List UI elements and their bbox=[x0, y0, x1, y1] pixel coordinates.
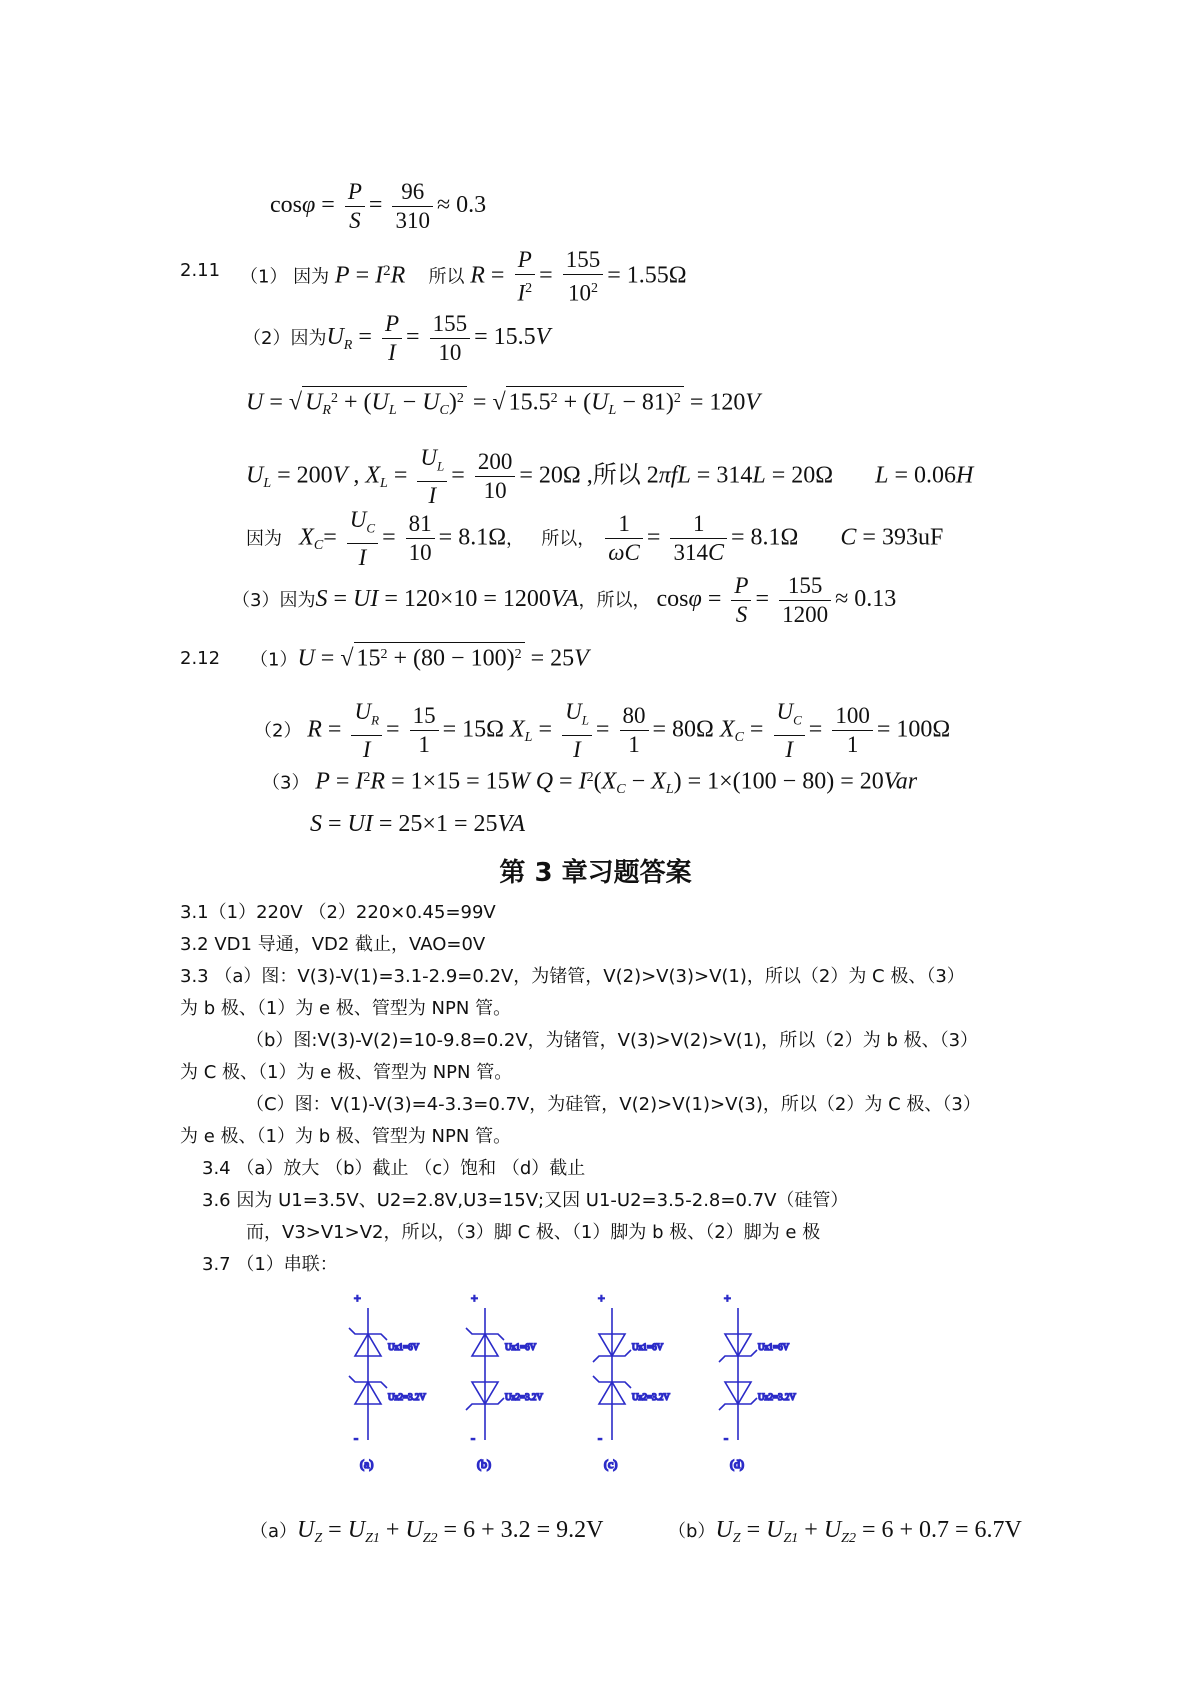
answer-3-1: 3.1（1）220V （2）220×0.45=99V bbox=[180, 902, 496, 923]
chapter-title: 第 3 章习题答案 bbox=[499, 858, 692, 888]
answer-3-6-cont: 而，V3>V1>V2，所以，（3）脚 C 极、（1）脚为 b 极、（2）脚为 e 极 bbox=[246, 1222, 821, 1243]
formula-2-11-6: （3）因为S = UI = 120×10 = 1200VA，所以， cosφ = $\frac{P}{S}$ = $\frac{155}{1200}$ ≈ 0.13 bbox=[232, 573, 897, 627]
minus-terminal: - bbox=[724, 1431, 728, 1445]
answer-3-3c-cont: 为 e 极、（1）为 b 极、管型为 NPN 管。 bbox=[180, 1126, 512, 1147]
problem-2-12-label: 2.12 bbox=[180, 648, 221, 669]
formula-2-11-1: （1） 因为 $P = I^2R$ 所以 R = $\frac{P}{I^2}$ = $\frac{155}{10^2}$ = 1.55Ω bbox=[240, 247, 687, 306]
formula-2-12-2: （2） R = $\frac{U_R}{I}$ = $\frac{15}{1}$ = 15Ω $X_L$ = $\frac{U_L}{I}$ = $\frac{80}{1}$ = 80Ω $X_C$ = $\frac{U_C}{I}$ = $\frac{100}{1}$ = 100Ω bbox=[254, 699, 951, 762]
result-b: $(b)U_Z = U_{Z1} + U_{Z2} = 6 + 0.7 = 6.7V$ bbox=[668, 1517, 1022, 1546]
answer-3-3b: （b）图:V(3)-V(2)=10-9.8=0.2V，为锗管，V(3)>V(2)>V(1)，所以（2）为 b 极、（3） bbox=[246, 1030, 979, 1051]
plus-terminal: + bbox=[598, 1291, 605, 1305]
minus-terminal: - bbox=[471, 1431, 475, 1445]
uz2-label: Uz2=3.2V bbox=[505, 1392, 543, 1402]
uz2-label: Uz2=3.2V bbox=[758, 1392, 796, 1402]
circuit-label: (b) bbox=[477, 1457, 491, 1471]
formula-2-12-4: S = UI = 25×1 = 25VA bbox=[310, 811, 526, 837]
formula-2-11-4: $U_L = 200V$ , $X_L$ = $\frac{U_L}{I}$ = $\frac{200}{10}$ = 20Ω ,所以 2πfL = 314L = 20Ω L = 0.06H bbox=[246, 445, 974, 508]
formula-2-11-2: （2）因为$U_R$ = $\frac{P}{I}$ = $\frac{155}{10}$ = 15.5V bbox=[243, 311, 551, 365]
formula-2-12-3: （3） $P = I^2R = 1\times 15 = 15W$ $Q = I^2(X_C - X_L) = 1\times(100 - 80) = 20Var$ bbox=[262, 768, 918, 798]
plus-terminal: + bbox=[724, 1291, 731, 1305]
answer-3-7: 3.7 （1）串联： bbox=[202, 1254, 338, 1275]
circuit-label: (a) bbox=[360, 1457, 374, 1471]
uz2-label: Uz2=3.2V bbox=[388, 1392, 426, 1402]
uz1-label: Uz1=6V bbox=[505, 1342, 537, 1352]
answer-3-3b-cont: 为 C 极、（1）为 e 极、管型为 NPN 管。 bbox=[180, 1062, 513, 1083]
uz2-label: Uz2=3.2V bbox=[632, 1392, 670, 1402]
result-a: $(a)U_Z = U_{Z1} + U_{Z2} = 6 + 3.2 = 9.2V$ bbox=[250, 1517, 604, 1546]
zener-circuit-d bbox=[719, 1291, 796, 1471]
zener-circuit-b bbox=[466, 1291, 543, 1471]
answer-3-2: 3.2 VD1 导通，VD2 截止，VAO=0V bbox=[180, 934, 486, 955]
zener-circuit-a bbox=[349, 1291, 426, 1471]
answer-3-6: 3.6 因为 U1=3.5V、U2=2.8V,U3=15V;又因 U1-U2=3.5-2.8=0.7V（硅管） bbox=[202, 1190, 849, 1211]
formula-cos-phi: cosφ = $\frac{P}{S}$ = $\frac{96}{310}$ ≈ 0.3 bbox=[270, 179, 487, 233]
plus-terminal: + bbox=[471, 1291, 478, 1305]
formula-2-11-3: U = √ $U_R^2 + (U_L - U_C)^2$ = √ $15.5^2 + (U_L - 81)^2 = 120V$ bbox=[246, 386, 760, 423]
formula-2-12-1: （1）U = √ $15^2 + (80 - 100)^2 = 25V$ bbox=[250, 642, 589, 672]
problem-2-11-label: 2.11 bbox=[180, 260, 221, 281]
plus-terminal: + bbox=[354, 1291, 361, 1305]
zener-series-figure bbox=[340, 1290, 860, 1480]
minus-terminal: - bbox=[354, 1431, 358, 1445]
answer-3-3a: 3.3 （a）图：V(3)-V(1)=3.1-2.9=0.2V，为锗管，V(2)>V(3)>V(1)，所以（2）为 C 极、（3） bbox=[180, 966, 965, 987]
circuit-label: (d) bbox=[730, 1457, 744, 1471]
circuit-label: (c) bbox=[604, 1457, 618, 1471]
uz1-label: Uz1=6V bbox=[758, 1342, 790, 1352]
uz1-label: Uz1=6V bbox=[388, 1342, 420, 1352]
formula-2-11-5: 因为 $X_C=$ $\frac{U_C}{I}$ = $\frac{81}{10}$ = 8.1Ω， 所以， $\frac{1}{\omega C}$ = $\frac{1}{314C}$ = 8.1Ω C = 393uF bbox=[246, 507, 944, 570]
answer-3-3c: （C）图：V(1)-V(3)=4-3.3=0.7V，为硅管，V(2)>V(1)>V(3)，所以（2）为 C 极、（3） bbox=[246, 1094, 981, 1115]
answer-3-3a-cont: 为 b 极、（1）为 e 极、管型为 NPN 管。 bbox=[180, 998, 512, 1019]
uz1-label: Uz1=6V bbox=[632, 1342, 664, 1352]
minus-terminal: - bbox=[598, 1431, 602, 1445]
zener-circuit-c bbox=[593, 1291, 670, 1471]
answer-3-4: 3.4 （a）放大 （b）截止 （c）饱和 （d）截止 bbox=[202, 1158, 586, 1179]
